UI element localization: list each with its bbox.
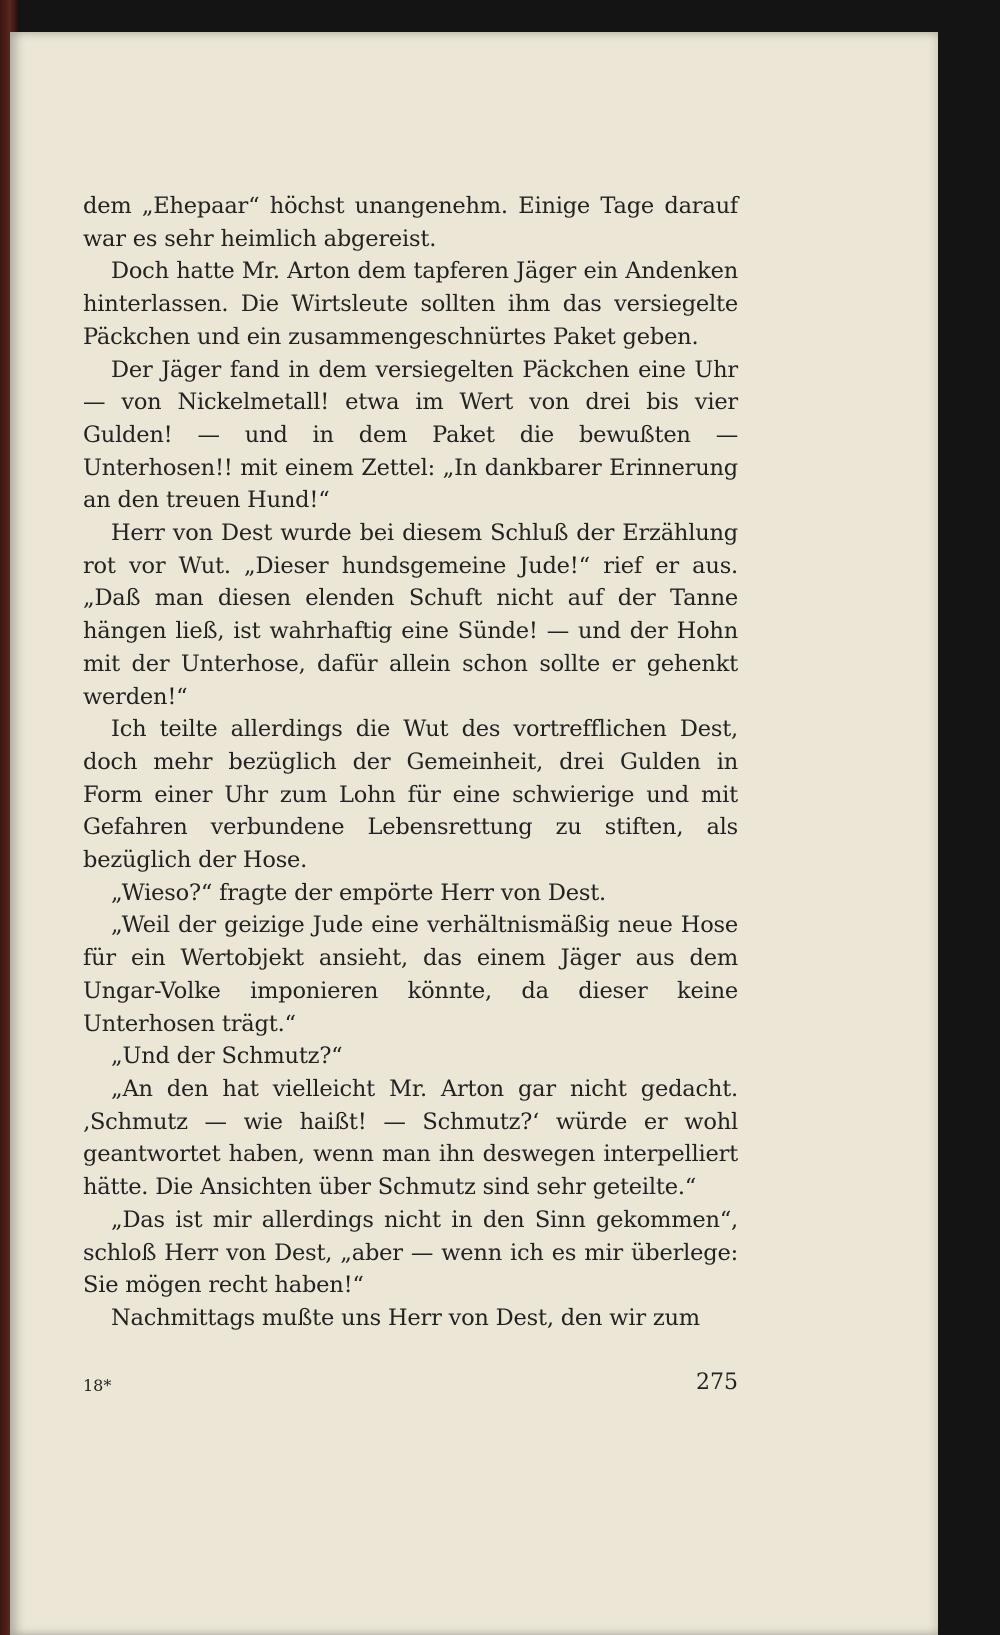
signature-mark: 18* [83,1376,112,1395]
page-number: 275 [696,1370,738,1395]
paragraph: Nachmittags mußte uns Herr von Dest, den wir zum [111,1304,700,1331]
paragraph: Herr von Dest wurde bei diesem Schluß der Erzählung rot vor Wut. „Dieser hundsgemeine Jude!“ rief er aus. „Daß man diesen elenden Schuft nicht auf der Tanne hängen ließ, ist wahrhaftig eine Sünde! — und der Hohn mit der Unterhose, dafür allein schon sollte er gehenkt werden!“ [83,520,738,710]
paragraph: Der Jäger fand in dem versiegelten Päckchen eine Uhr — von Nickelmetall! etwa im Wert von drei bis vier Gulden! — und in dem Paket die bewußten — Unterhosen!! mit einem Zettel: „In dankbarer Erinnerung an den treuen Hund!“ [83,356,738,514]
book-page [10,32,938,1635]
paragraph: Ich teilte allerdings die Wut des vortrefflichen Dest, doch mehr bezüglich der Gemeinheit, drei Gulden in Form einer Uhr zum Lohn für eine schwierige und mit Gefahren verbundene Lebensrettung zu stiften, als bezüglich der Hose. [83,716,738,874]
paragraph: „Weil der geizige Jude eine verhältnismäßig neue Hose für ein Wertobjekt ansieht, das einem Jäger aus dem Ungar-Volke imponieren könnte, da dieser keine Unterhosen trägt.“ [83,912,738,1037]
paragraph: dem „Ehepaar“ höchst unangenehm. Einige Tage darauf war es sehr heimlich abgereist. [83,193,738,252]
paragraph: „Das ist mir allerdings nicht in den Sinn gekommen“, schloß Herr von Dest, „aber — wenn ich es mir überlege: Sie mögen recht haben!“ [83,1206,738,1299]
paragraph: „Wieso?“ fragte der empörte Herr von Dest. [111,879,607,906]
paragraph: Doch hatte Mr. Arton dem tapferen Jäger ein Andenken hinterlassen. Die Wirtsleute sollten ihm das versiegelte Päckchen und ein zusammengeschnürtes Paket geben. [83,258,738,350]
body-text [83,190,738,1335]
paragraph: „Und der Schmutz?“ [111,1043,343,1070]
paragraph: „An den hat vielleicht Mr. Arton gar nicht gedacht. ‚Schmutz — wie haißt! — Schmutz?‘ würde er wohl geantwortet haben, wenn man ihn deswegen interpelliert hätte. Die Ansichten über Schmutz sind sehr geteilte.“ [83,1075,738,1201]
